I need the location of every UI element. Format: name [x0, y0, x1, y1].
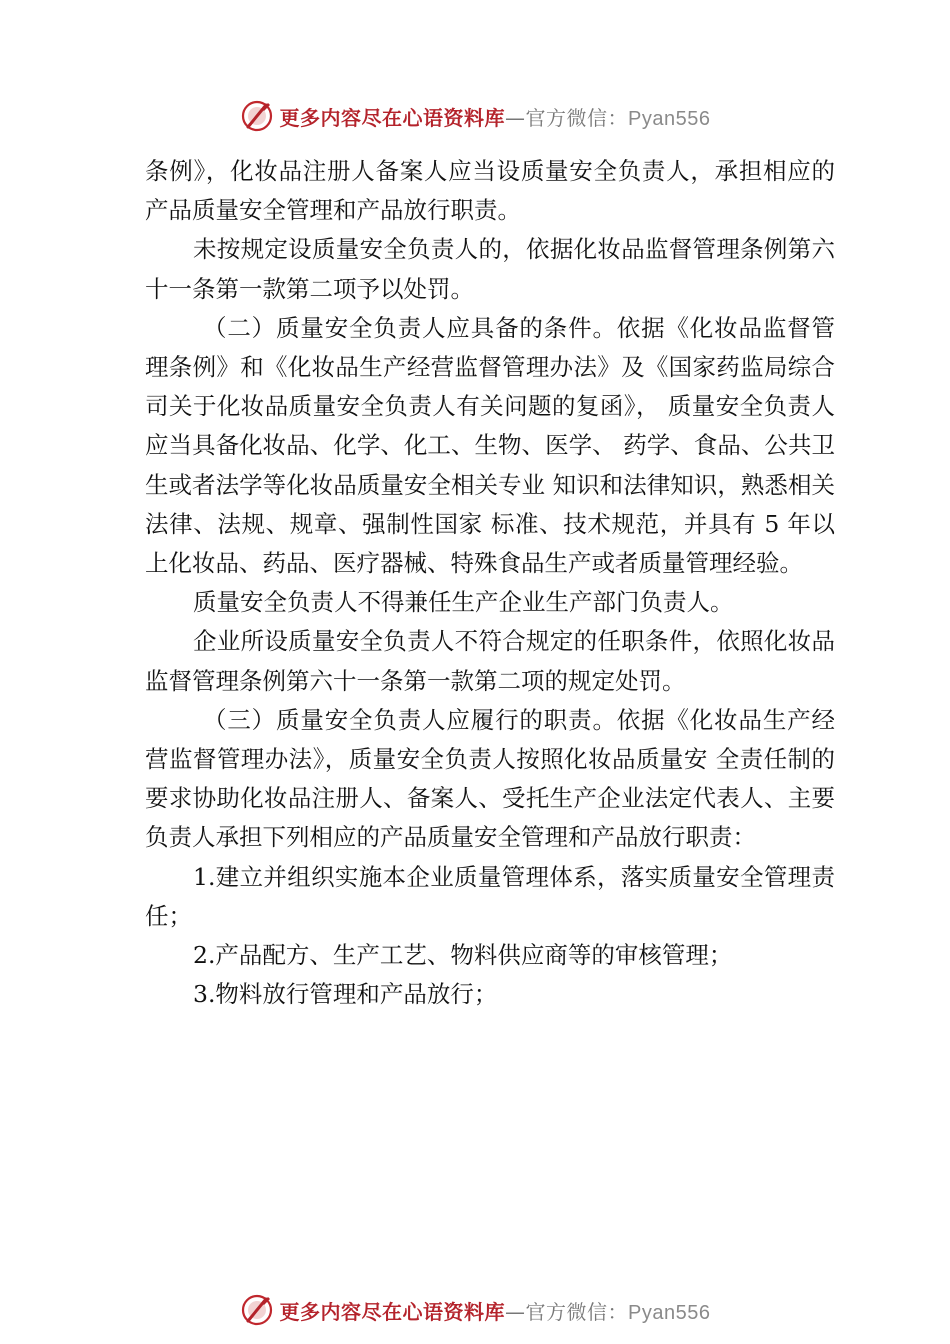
- header-brand: 更多内容尽在心语资料库: [279, 105, 506, 130]
- footer-dash: —: [505, 1299, 526, 1324]
- footer-banner-text: [280, 1296, 711, 1325]
- list-item-2: 2.产品配方、生产工艺、物料供应商等的审核管理；: [193, 941, 733, 970]
- header-wechat-label: 官方微信: [525, 105, 608, 130]
- header-banner-text: [280, 102, 711, 131]
- paragraph-6: （三）质量安全负责人应履行的职责。依据《化妆品生产经营监督管理办法》，质量安全负责人按照化妆品质量安 全责任制的要求协助化妆品注册人、备案人、受托生产企业法定代表人、主要负责人承担下列相应的产品质量安全管理和产品放行职责：: [145, 705, 835, 852]
- footer-wechat-id: Pyan556: [628, 1301, 711, 1324]
- paragraph-1: 条例》，化妆品注册人备案人应当设质量安全负责人，承担相应的产品质量安全管理和产品放行职责。: [145, 157, 835, 225]
- header-wechat-id: Pyan556: [628, 107, 711, 130]
- paragraph-5: 企业所设质量安全负责人不符合规定的任职条件，依照化妆品监督管理条例第六十一条第一款第二项的规定处罚。: [145, 627, 835, 695]
- brand-logo-icon: [240, 99, 274, 133]
- header-banner: [0, 96, 950, 136]
- paragraph-2: 未按规定设质量安全负责人的，依据化妆品监督管理条例第六十一条第一款第二项予以处罚。: [145, 235, 835, 303]
- paragraph-4: 质量安全负责人不得兼任生产企业生产部门负责人。: [193, 588, 734, 617]
- footer-banner: [0, 1290, 950, 1330]
- list-item-3: 3.物料放行管理和产品放行；: [193, 980, 498, 1009]
- brand-logo-icon: [240, 1293, 274, 1327]
- paragraph-3: （二）质量安全负责人应具备的条件。依据《化妆品监督管理条例》和《化妆品生产经营监督管理办法》及《国家药监局综合司关于化妆品质量安全负责人有关问题的复函》， 质量安全负责人应当具备化妆品、化学、化工、生物、医学、 药学、食品、公共卫生或者法学等化妆品质量安全相关专业 知识和法律知识，熟悉相关法律、法规、规章、强制性国家 标准、技术规范，并具有 5 年以上化妆品、药品、医疗器械、特殊食品生产或者质量管理经验。: [145, 313, 835, 578]
- header-colon: ：: [607, 105, 629, 130]
- document-body: [145, 152, 835, 1014]
- list-item-1: 1.建立并组织实施本企业质量管理体系，落实质量安全管理责任；: [145, 862, 835, 930]
- footer-brand: 更多内容尽在心语资料库: [279, 1299, 506, 1324]
- footer-wechat-label: 官方微信: [525, 1299, 608, 1324]
- header-dash: —: [505, 105, 526, 130]
- footer-colon: ：: [607, 1299, 629, 1324]
